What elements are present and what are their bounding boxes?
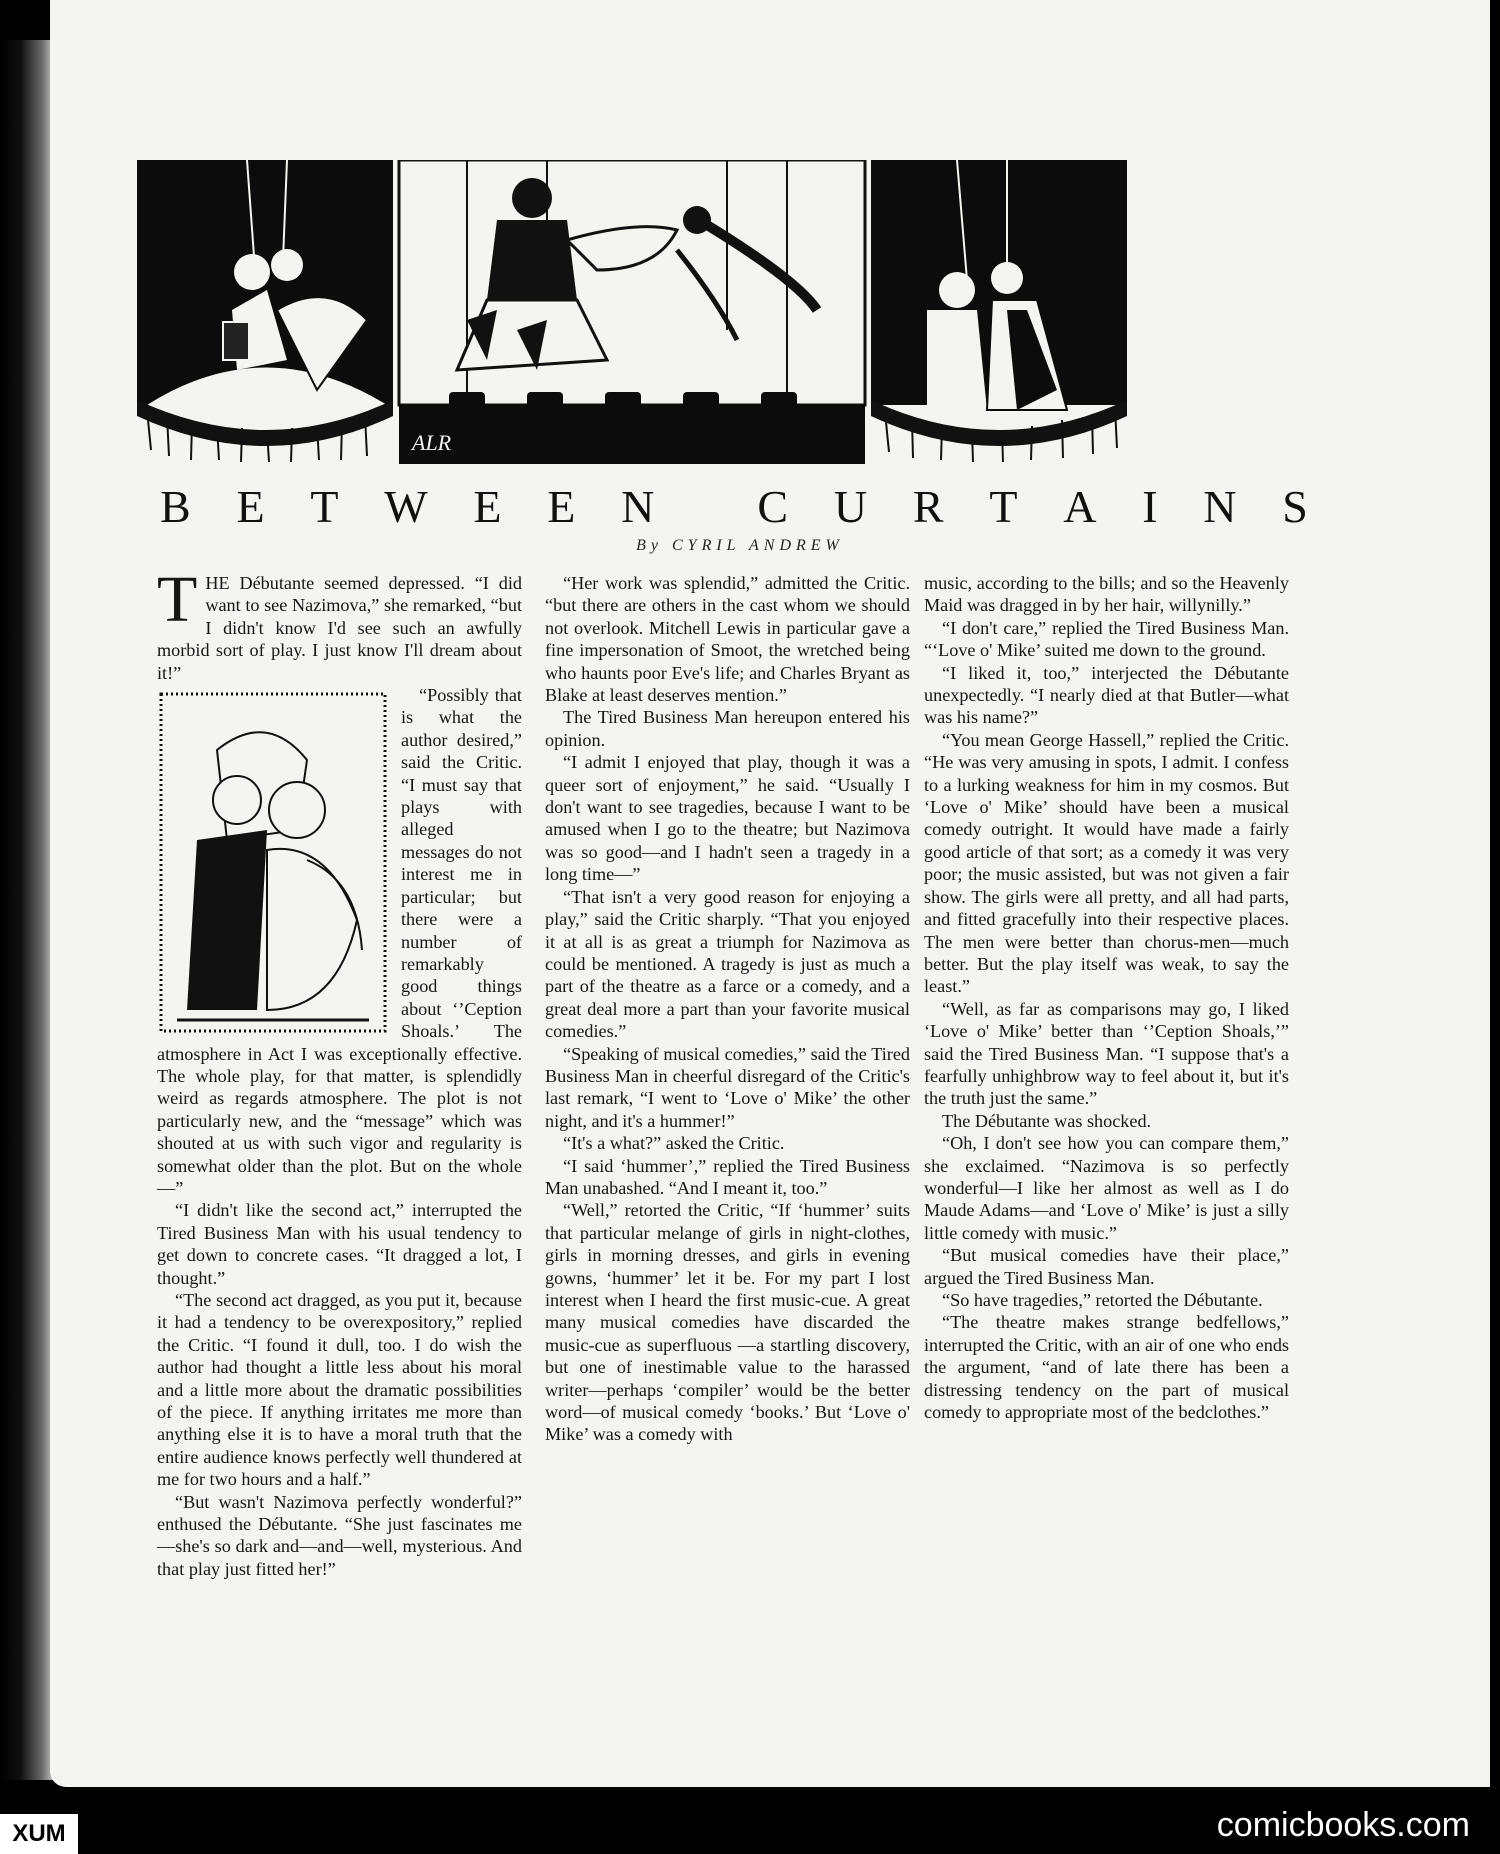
inset-illustration — [157, 690, 389, 1035]
paragraph: “I didn't like the second act,” interrupted the Tired Business Man with his usual tendency to get down to concrete cases. “It dragged a lot, I thought.” — [157, 1200, 522, 1288]
paragraph: “Well, as far as comparisons may go, I liked ‘Love o' Mike’ better than ‘’Ception Shoals,’” said the Tired Business Man. “I suppose that's a fearfully unhighbrow way to feel about it, but it's the truth just the same.” — [924, 998, 1289, 1109]
paragraph: “I said ‘hummer’,” replied the Tired Business Man unabashed. “And I meant it, too.” — [545, 1155, 910, 1198]
title-letter: C — [757, 481, 791, 532]
paragraph: “It's a what?” asked the Critic. — [563, 1133, 785, 1154]
paragraph: The Tired Business Man hereupon entered his opinion. — [545, 707, 910, 750]
paragraph: “I liked it, too,” interjected the Débutante unexpectedly. “I nearly died at that Butler—what was his name?” — [924, 662, 1289, 728]
paragraph: music, according to the bills; and so the Heavenly Maid was dragged in by her hair, willynilly.” — [924, 573, 1289, 616]
paragraph: “The theatre makes strange bedfellows,” interrupted the Critic, with an air of one who ends the argument, “and of late there has been a distressing tendency on the part of musical comedy to appropriate most of the bedclothes.” — [924, 1312, 1289, 1423]
title-letter: A — [1063, 481, 1099, 532]
title-letter: U — [833, 481, 870, 532]
title-letter: R — [912, 481, 946, 532]
paragraph-text: HE Débutante seemed depressed. “I did want to see Nazimova,” she remarked, “but I didn't know I'd see such an awfully morbid sort of play. I just know I'll dream about it!” — [157, 573, 522, 683]
paragraph: “That isn't a very good reason for enjoying a play,” said the Critic sharply. “That you enjoyed it at all is as great a triumph for Nazimova as could be mentioned. A tragedy is just as much a part of the theatre as a farce or a comedy, and a great deal more a part than your favorite musical comedies.” — [545, 886, 910, 1042]
title-letter: E — [547, 481, 578, 532]
title-letter: W — [384, 481, 430, 532]
title-letter: S — [1282, 481, 1310, 532]
column-1 — [157, 563, 522, 1580]
title-letter: T — [310, 481, 341, 532]
paragraph: “Oh, I don't see how you can compare them,” she exclaimed. “Nazimova is so perfectly wonderful—I like her almost as well as I do Maude Adams—and ‘Love o' Mike’ is just a silly little comedy with music.” — [924, 1133, 1289, 1243]
paragraph — [157, 563, 522, 684]
paragraph: “Possibly that is what the author desired,” said the Critic. “I must say that plays with alleged messages do not interest me in particular; but there were a number of remarkably good things about ‘’Ception Shoals.’ The atmosphere in Act I was exceptionally effective. The whole play, for that matter, is splendidly weird as regards atmosphere. The plot is not particularly new, and the “message” which was shouted at us with such vigor and regularity is somewhat older than the plot. But on the whole—” — [157, 685, 522, 1198]
paragraph: “I don't care,” replied the Tired Business Man. “‘Love o' Mike’ suited me down to the ground. — [924, 617, 1289, 661]
title-letter: T — [989, 481, 1020, 532]
paragraph: “But musical comedies have their place,” argued the Tired Business Man. — [924, 1245, 1289, 1288]
paragraph: “The second act dragged, as you put it, because it had a tendency to be overexpository,” replied the Critic. “I found it dull, too. I do wish the author had thought a little less about his moral and a little more about the dramatic possibilities of the piece. If anything irritates me more than anything else it is to have a moral truth that the entire audience knows perfectly well thundered at me for two hours and a half.” — [157, 1290, 522, 1490]
header-illustration — [137, 160, 1327, 464]
paragraph: The Débutante was shocked. — [942, 1110, 1152, 1131]
byline: By CYRIL ANDREW — [636, 537, 844, 554]
paragraph: “I admit I enjoyed that play, though it was a queer sort of enjoyment,” he said. “Usually I don't want to see tragedies, because I want to be amused when I go to the theatre; but Nazimova was so good—and I hadn't seen a tragedy in a long time—” — [545, 752, 910, 885]
watermark-right: comicbooks.com — [1216, 1806, 1470, 1844]
title-letter — [700, 480, 714, 533]
title-letter: E — [236, 481, 267, 532]
column-2 — [545, 572, 910, 1446]
illustrator-signature: ALR — [412, 430, 452, 455]
paragraph: “But wasn't Nazimova perfectly wonderful?” enthused the Débutante. “She just fascinates me—she's so dark and—and—well, mysterious. And that play just fitted her!” — [157, 1491, 522, 1579]
paragraph: “Her work was splendid,” admitted the Critic. “but there are others in the cast whom we should not overlook. Mitchell Lewis in particular gave a fine impersonation of Smoot, the wretched being who haunts poor Eve's life; and Charles Bryant as Blake at least deserves mention.” — [545, 573, 910, 706]
title-letter: N — [621, 481, 657, 532]
title-letter: I — [1142, 481, 1160, 532]
title-letter: E — [473, 481, 504, 532]
paragraph: “Speaking of musical comedies,” said the Tired Business Man in cheerful disregard of the Critic's last remark, “I went to ‘Love o' Mike’ the other night, and it's a hummer!” — [545, 1043, 910, 1131]
paragraph: “Well,” retorted the Critic, “If ‘hummer’ suits that particular melange of girls in night-clothes, girls in morning dresses, and girls in evening gowns, ‘hummer’ let it be. For my part I lost interest when I heard the first music-cue. A great many musical comedies have discarded the music-cue as superfluous —a startling discovery, but one of inestimable value to the harassed writer—perhaps ‘compiler’ would be the better word—of musical comedy ‘books.’ But ‘Love o' Mike’ was a comedy with — [545, 1200, 910, 1445]
watermark-left: XUM — [0, 1814, 78, 1854]
drop-cap: T — [157, 563, 198, 636]
paragraph: “So have tragedies,” retorted the Débutante. — [942, 1290, 1263, 1310]
article-title — [160, 480, 1310, 533]
title-letter: N — [1203, 481, 1239, 532]
title-letter: B — [160, 481, 193, 532]
column-3 — [924, 572, 1289, 1423]
paragraph: “You mean George Hassell,” replied the Critic. “He was very amusing in spots, I admit. I confess to a lurking weakness for him in my cosmos. But ‘Love o' Mike’ should have been a musical comedy outright. It would have made a fairly good article of that sort; as a comedy it was very poor; the music assisted, but was not given a fair show. The girls were all pretty, and all had parts, and fitted gracefully into their respective places. The men were better than chorus-men—much better. But the play itself was weak, to say the least.” — [924, 729, 1289, 997]
